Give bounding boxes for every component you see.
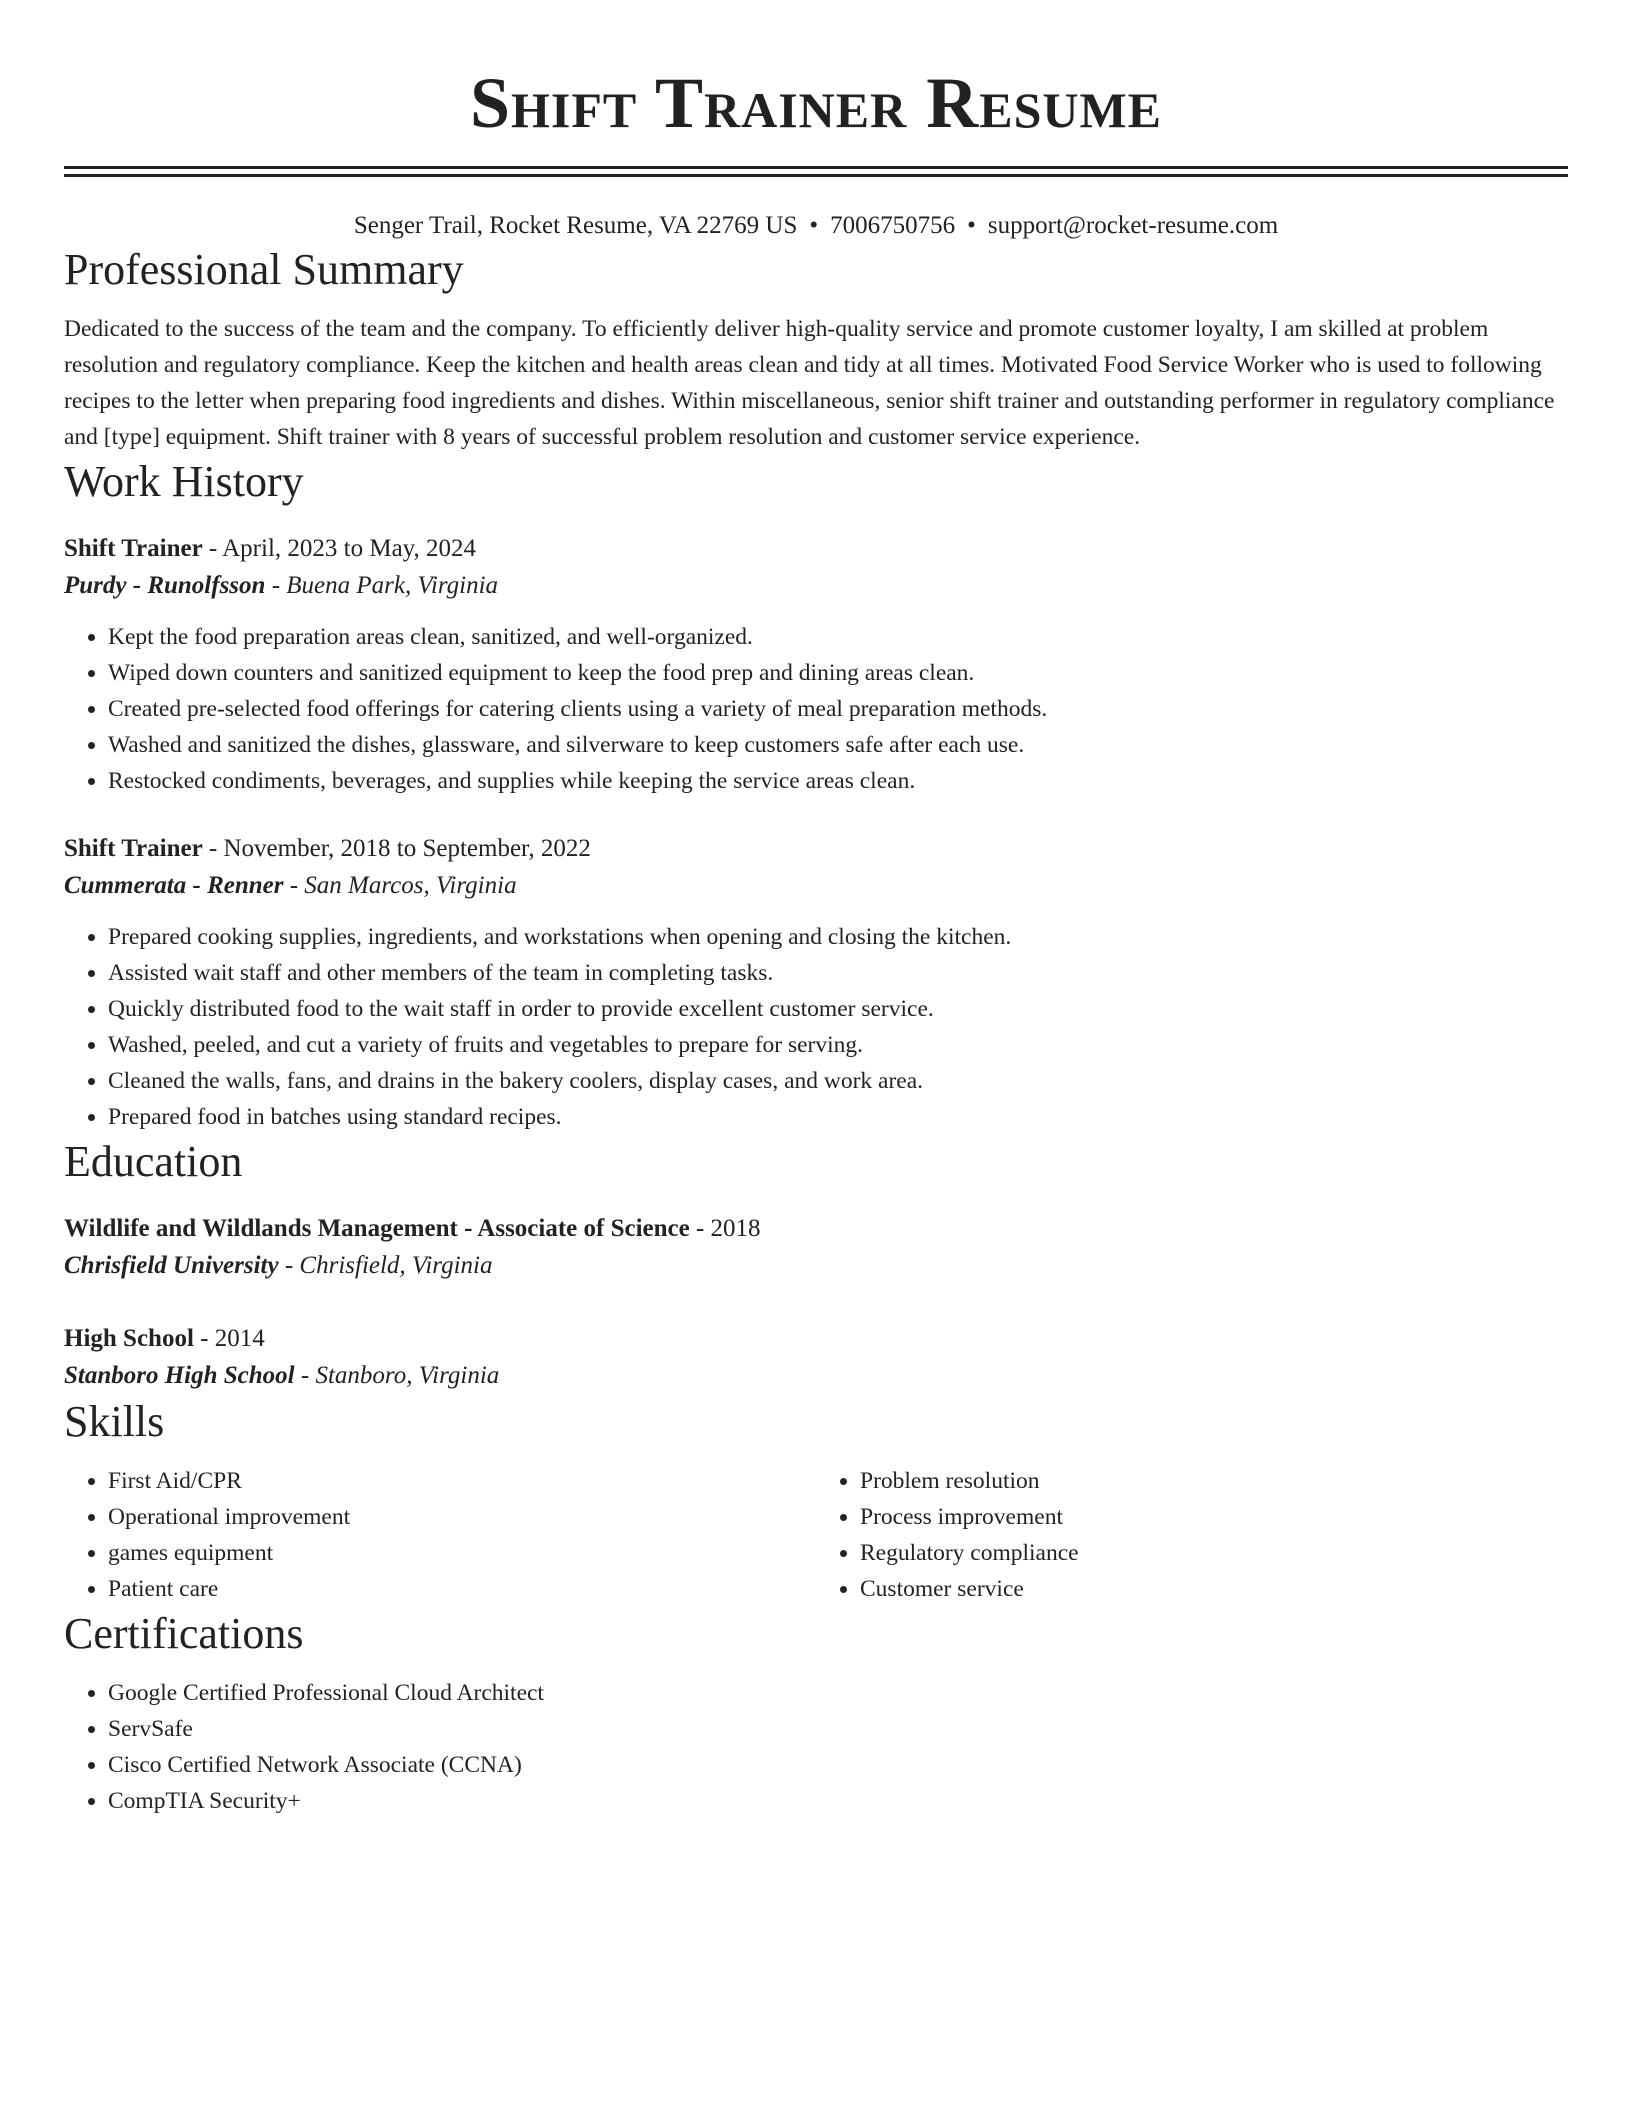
list-item: • Wiped down counters and sanitized equipment to keep the food prep and dining areas clean. [108,655,1568,691]
list-item: • Kept the food preparation areas clean, sanitized, and well-organized. [108,619,1568,655]
list-item: • Quickly distributed food to the wait staff in order to provide excellent customer service. [108,991,1568,1027]
list-item: • Assisted wait staff and other members of the team in completing tasks. [108,955,1568,991]
contact-separator: • [967,212,976,239]
contact-address: Senger Trail, Rocket Resume, VA 22769 US [353,212,798,239]
education-year: - 2018 [689,1215,761,1242]
education-degree-line [64,1211,1568,1247]
education-entry [64,1321,1568,1395]
list-item: • First Aid/CPR [108,1463,816,1499]
list-item: • Process improvement [860,1499,1568,1535]
job-company: Cummerata - Renner [64,872,284,899]
job-dates: - November, 2018 to September, 2022 [202,835,591,862]
job-title-line [64,831,1568,867]
certifications-list [64,1675,1568,1819]
education-school: Chrisfield University [64,1252,279,1279]
list-item: • Cisco Certified Network Associate (CCNA) [108,1747,1568,1783]
list-item: • ServSafe [108,1711,1568,1747]
list-item: • Patient care [108,1571,816,1607]
job-entry [64,531,1568,799]
list-item: • Restocked condiments, beverages, and supplies while keeping the service areas clean. [108,763,1568,799]
job-entry [64,831,1568,1135]
list-item: • games equipment [108,1535,816,1571]
education-heading: Education [64,1137,243,1186]
certifications-heading: Certifications [64,1609,304,1658]
contact-phone: 7006750756 [830,212,956,239]
job-location: - San Marcos, Virginia [283,872,517,899]
summary-heading: Professional Summary [64,245,464,294]
list-item: • Washed, peeled, and cut a variety of fruits and vegetables to prepare for serving. [108,1027,1568,1063]
education-degree: Wildlife and Wildlands Management - Associate of Science [64,1215,690,1242]
resume-title: Shift Trainer Resume [469,63,1163,143]
list-item: • Google Certified Professional Cloud Architect [108,1675,1568,1711]
list-item: • Prepared cooking supplies, ingredients, and workstations when opening and closing the kitchen. [108,919,1568,955]
job-dates: - April, 2023 to May, 2024 [202,535,477,562]
job-company-line [64,567,1568,605]
list-item: • Prepared food in batches using standard recipes. [108,1099,1568,1135]
education-degree-line [64,1321,1568,1357]
education-year: - 2014 [193,1325,265,1352]
skills-columns [64,1463,1568,1607]
contact-line [64,209,1568,243]
job-company: Purdy - Runolfsson [64,572,266,599]
education-location: - Chrisfield, Virginia [278,1252,493,1279]
list-item: • Customer service [860,1571,1568,1607]
education-school-line [64,1357,1568,1395]
work-history-heading: Work History [64,457,304,506]
job-duties-list [64,619,1568,799]
title-divider-bottom [64,174,1568,177]
job-location: - Buena Park, Virginia [265,572,499,599]
list-item: • Cleaned the walls, fans, and drains in the bakery coolers, display cases, and work area. [108,1063,1568,1099]
education-school-line [64,1247,1568,1285]
job-title-line [64,531,1568,567]
job-title: Shift Trainer [64,535,203,562]
list-item: • Operational improvement [108,1499,816,1535]
education-degree: High School [64,1325,194,1352]
job-title: Shift Trainer [64,835,203,862]
list-item: • CompTIA Security+ [108,1783,1568,1819]
list-item: • Created pre-selected food offerings for catering clients using a variety of meal preparation methods. [108,691,1568,727]
job-duties-list [64,919,1568,1135]
education-location: - Stanboro, Virginia [294,1362,500,1389]
skills-heading: Skills [64,1397,165,1446]
job-company-line [64,867,1568,905]
title-divider-top [64,166,1568,169]
list-item: • Regulatory compliance [860,1535,1568,1571]
skills-list-left [64,1463,816,1607]
summary-text: Dedicated to the success of the team and the company. To efficiently deliver high-quality service and promote customer loyalty, I am skilled at problem resolution and regulatory compliance. Keep the kitchen and health areas clean and tidy at all times. Motivated Food Service Worker who is used to following recipes to the letter when preparing food ingredients and dishes. Within miscellaneous, senior shift trainer and outstanding performer in regulatory compliance and [type] equipment. Shift trainer with 8 years of successful problem resolution and customer service experience. [64,316,1555,450]
list-item: • Problem resolution [860,1463,1568,1499]
contact-separator: • [809,212,819,239]
education-entry [64,1211,1568,1285]
list-item: • Washed and sanitized the dishes, glassware, and silverware to keep customers safe after each use. [108,727,1568,763]
education-school: Stanboro High School [64,1362,295,1389]
contact-email[interactable]: support@rocket-resume.com [987,212,1279,239]
skills-list-right [816,1463,1568,1607]
